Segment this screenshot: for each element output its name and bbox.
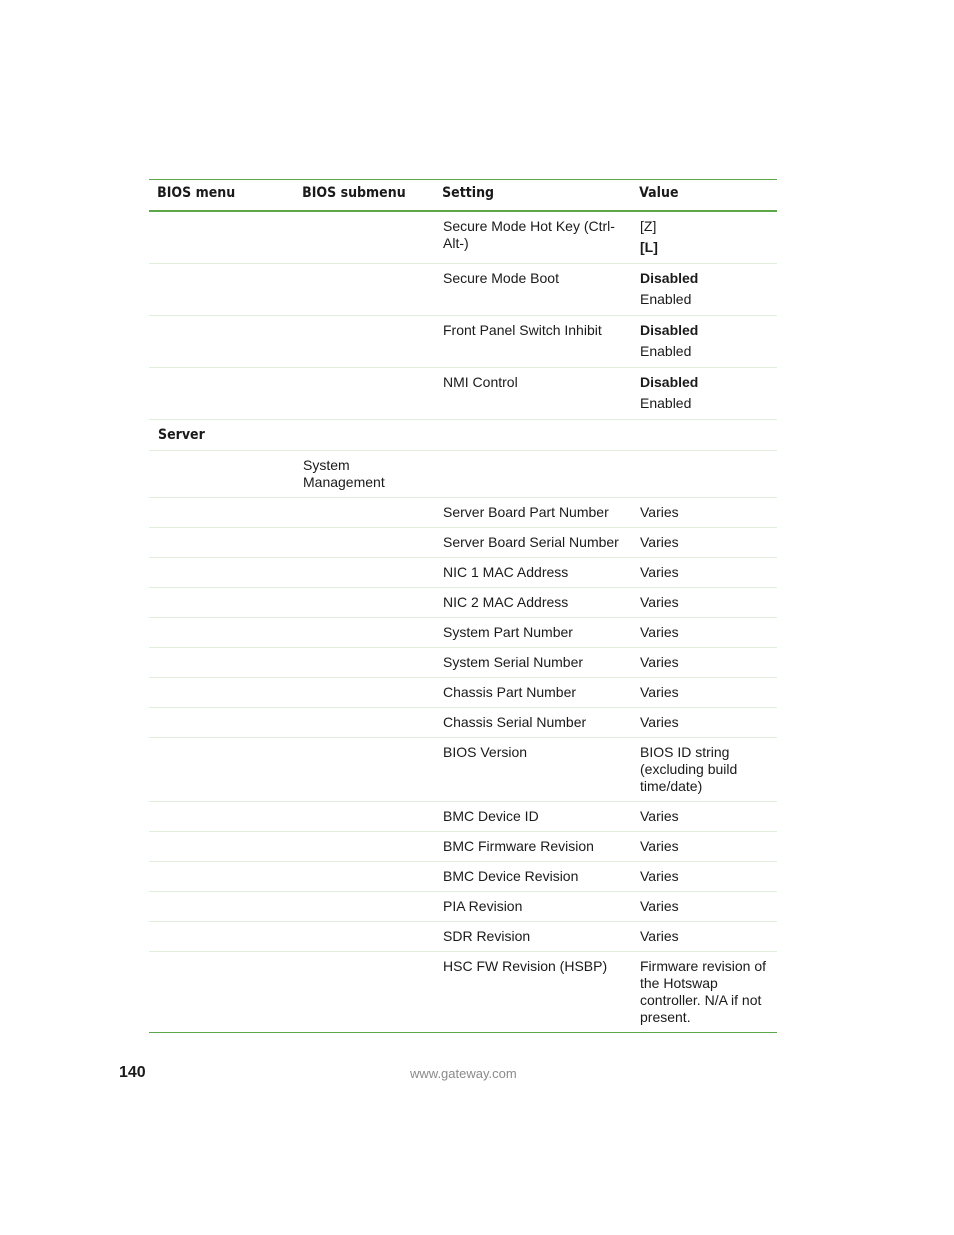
cell-value: [631, 678, 777, 708]
cell-setting: NIC 2 MAC Address: [443, 594, 569, 610]
cell-setting: Chassis Part Number: [443, 684, 577, 700]
cell-value: [631, 802, 777, 832]
cell-value: [631, 738, 777, 802]
cell-value: [631, 892, 777, 922]
cell-bios-menu: [149, 648, 294, 678]
cell-value: [631, 862, 777, 892]
cell-setting: Server Board Serial Number: [443, 534, 619, 550]
table-row: [149, 892, 777, 922]
cell-bios-menu: [149, 738, 294, 802]
cell-bios-menu: [149, 368, 294, 420]
table-row: [149, 922, 777, 952]
cell-bios-menu: [149, 922, 294, 952]
header-bios-submenu: BIOS submenu: [302, 185, 406, 201]
cell-setting: Secure Mode Hot Key (Ctrl-Alt-): [443, 218, 615, 251]
cell-value: [631, 211, 777, 264]
option-value: Varies: [640, 928, 679, 944]
cell-bios-menu: [149, 264, 294, 316]
cell-bios-submenu: [294, 802, 434, 832]
cell-setting: System Serial Number: [443, 654, 584, 670]
cell-value: [631, 498, 777, 528]
option-value: Varies: [640, 808, 679, 824]
header-setting: Setting: [442, 185, 495, 201]
cell-value: [631, 588, 777, 618]
cell-bios-submenu: [294, 862, 434, 892]
cell-setting: Chassis Serial Number: [443, 714, 587, 730]
cell-bios-submenu: [294, 211, 434, 264]
cell-bios-submenu: [294, 264, 434, 316]
cell-value: [631, 316, 777, 368]
cell-bios-menu: [149, 316, 294, 368]
table-row: [149, 618, 777, 648]
cell-setting: BMC Device Revision: [443, 868, 579, 884]
cell-setting: [434, 451, 631, 498]
cell-setting: System Part Number: [443, 624, 573, 640]
cell-bios-submenu: [294, 708, 434, 738]
bios-settings-table: [149, 179, 777, 1033]
cell-setting: Server Board Part Number: [443, 504, 609, 520]
cell-bios-submenu: [294, 648, 434, 678]
table-row: [149, 738, 777, 802]
cell-bios-submenu: [294, 832, 434, 862]
cell-bios-menu: [149, 211, 294, 264]
cell-value: [631, 952, 777, 1033]
bios-menu-label: Server: [158, 427, 205, 443]
cell-value: [631, 451, 777, 498]
cell-setting: BIOS Version: [443, 744, 528, 760]
option-value: Enabled: [640, 291, 692, 307]
cell-bios-submenu: System Management: [303, 457, 385, 490]
footer-url: www.gateway.com: [410, 1066, 517, 1081]
default-value: Disabled: [640, 374, 699, 390]
option-value: Varies: [640, 868, 679, 884]
table-row: [149, 451, 777, 498]
cell-setting: Front Panel Switch Inhibit: [443, 322, 602, 338]
cell-setting: PIA Revision: [443, 898, 523, 914]
cell-value: [631, 420, 777, 451]
option-value: Varies: [640, 624, 679, 640]
default-value: Disabled: [640, 270, 699, 286]
header-value: Value: [639, 185, 679, 201]
table-row: [149, 952, 777, 1033]
option-value: Enabled: [640, 343, 692, 359]
table-row: [149, 588, 777, 618]
option-value: Varies: [640, 838, 679, 854]
table-row: [149, 862, 777, 892]
cell-setting: NMI Control: [443, 374, 518, 390]
cell-value: [631, 832, 777, 862]
cell-bios-submenu: [294, 588, 434, 618]
option-value: Varies: [640, 654, 679, 670]
table-row: [149, 708, 777, 738]
table-row: [149, 558, 777, 588]
cell-bios-submenu: [294, 922, 434, 952]
cell-setting: NIC 1 MAC Address: [443, 564, 569, 580]
table-row: [149, 528, 777, 558]
cell-setting: [434, 420, 631, 451]
default-value: [L]: [640, 239, 658, 255]
cell-bios-menu: [149, 498, 294, 528]
cell-bios-menu: [149, 588, 294, 618]
option-value: BIOS ID string (excluding build time/date): [640, 744, 738, 794]
cell-bios-menu: [149, 528, 294, 558]
option-value: Varies: [640, 504, 679, 520]
cell-bios-menu: [149, 832, 294, 862]
table-row: [149, 264, 777, 316]
header-bios-menu: BIOS menu: [157, 185, 236, 201]
option-value: Varies: [640, 564, 679, 580]
option-value: [Z]: [640, 218, 657, 234]
cell-bios-submenu: [294, 892, 434, 922]
cell-bios-submenu: [294, 738, 434, 802]
table-row: [149, 648, 777, 678]
cell-value: [631, 648, 777, 678]
table-row: [149, 802, 777, 832]
option-value: Varies: [640, 714, 679, 730]
cell-bios-submenu: [294, 558, 434, 588]
cell-bios-menu: [149, 802, 294, 832]
option-value: Varies: [640, 594, 679, 610]
table-row: [149, 498, 777, 528]
table-row: [149, 211, 777, 264]
cell-setting: BMC Firmware Revision: [443, 838, 594, 854]
cell-bios-menu: [149, 862, 294, 892]
cell-bios-submenu: [294, 498, 434, 528]
option-value: Firmware revision of the Hotswap controller. N/A if not present.: [640, 958, 767, 1025]
table-row: [149, 420, 777, 451]
cell-value: [631, 558, 777, 588]
cell-bios-submenu: [294, 368, 434, 420]
cell-value: [631, 368, 777, 420]
page-number: 140: [119, 1064, 146, 1081]
cell-bios-menu: [149, 892, 294, 922]
table-body: [149, 211, 777, 1033]
cell-setting: SDR Revision: [443, 928, 531, 944]
table-header-row: [149, 180, 777, 212]
cell-bios-submenu: [294, 618, 434, 648]
cell-value: [631, 922, 777, 952]
cell-value: [631, 618, 777, 648]
cell-bios-menu: [149, 618, 294, 648]
cell-bios-menu: [149, 952, 294, 1033]
cell-setting: BMC Device ID: [443, 808, 539, 824]
cell-bios-menu: [149, 451, 294, 498]
cell-bios-menu: [149, 420, 294, 451]
cell-setting: Secure Mode Boot: [443, 270, 559, 286]
cell-bios-menu: [149, 708, 294, 738]
table-row: [149, 678, 777, 708]
cell-bios-menu: [149, 678, 294, 708]
table-row: [149, 832, 777, 862]
option-value: Varies: [640, 898, 679, 914]
cell-value: [631, 264, 777, 316]
option-value: Varies: [640, 684, 679, 700]
option-value: Varies: [640, 534, 679, 550]
cell-value: [631, 528, 777, 558]
cell-bios-submenu: [294, 678, 434, 708]
option-value: Enabled: [640, 395, 692, 411]
cell-value: [631, 708, 777, 738]
cell-bios-submenu: [294, 528, 434, 558]
cell-bios-submenu: [294, 420, 434, 451]
cell-setting: HSC FW Revision (HSBP): [443, 958, 608, 974]
default-value: Disabled: [640, 322, 699, 338]
cell-bios-submenu: [294, 316, 434, 368]
cell-bios-menu: [149, 558, 294, 588]
table-row: [149, 368, 777, 420]
table-row: [149, 316, 777, 368]
cell-bios-submenu: [294, 952, 434, 1033]
